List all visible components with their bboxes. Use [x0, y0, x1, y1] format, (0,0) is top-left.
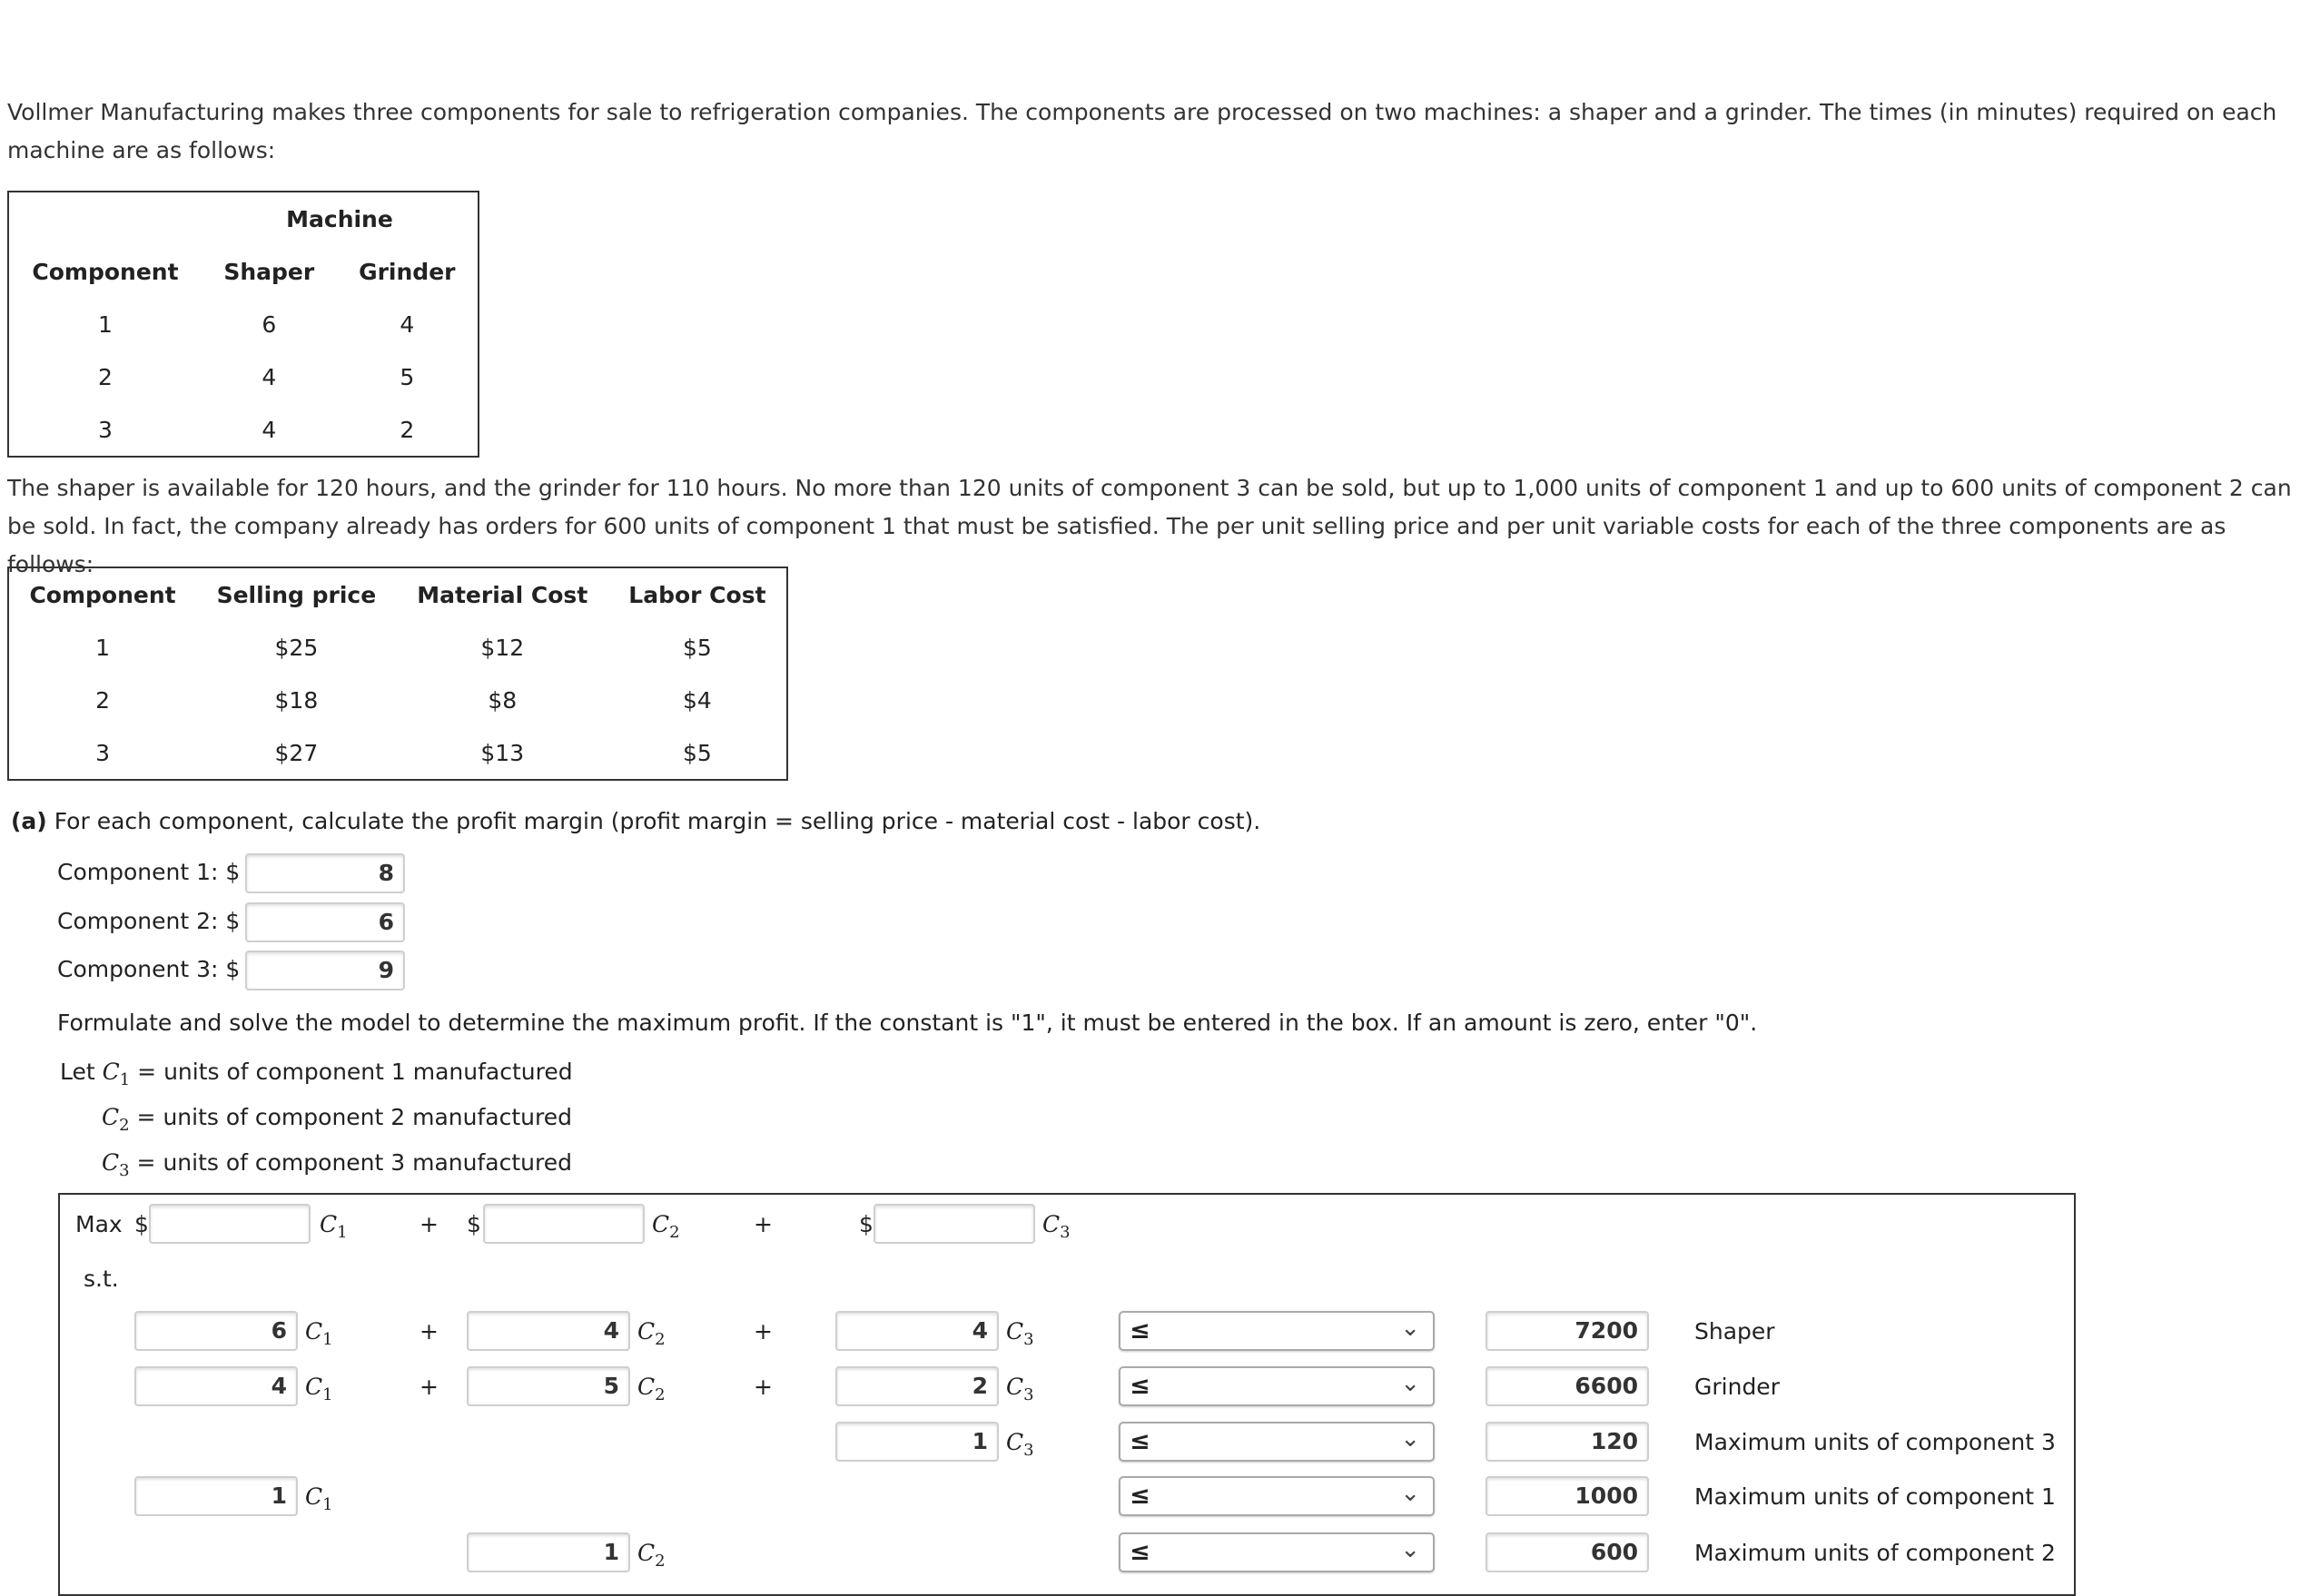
- lp-model-box: [58, 1193, 2076, 1596]
- leq-symbol: ≤: [1130, 1482, 1150, 1510]
- var-c1: $C_1$: [320, 1211, 348, 1242]
- part-a-label: (a): [11, 808, 47, 834]
- col-shaper: Shaper: [223, 258, 315, 285]
- table-row: [8, 674, 787, 726]
- chevron-down-icon: ⌄: [1400, 1370, 1420, 1397]
- grinder-c2-coefficient-input[interactable]: 5: [467, 1366, 630, 1406]
- max-c1-rhs-input[interactable]: 1000: [1486, 1476, 1649, 1516]
- table-cell: $27: [274, 739, 319, 766]
- table-cell: 1: [95, 634, 110, 661]
- dollar-sign: $: [134, 1211, 149, 1237]
- table-cell: 2: [400, 416, 415, 443]
- table-cell: $18: [274, 686, 319, 714]
- machine-times-table: [7, 191, 479, 458]
- max-c1-coefficient-input[interactable]: 1: [134, 1476, 298, 1516]
- chevron-down-icon: ⌄: [1400, 1480, 1420, 1507]
- table-cell: $4: [683, 686, 712, 714]
- chevron-down-icon: ⌄: [1400, 1536, 1420, 1563]
- table-cell: $5: [683, 634, 712, 661]
- shaper-constraint-label: Shaper: [1694, 1318, 1775, 1345]
- dollar-sign: $: [467, 1211, 481, 1237]
- var-c2: $C_2$: [637, 1318, 666, 1349]
- table-cell: $8: [488, 686, 518, 714]
- component-2-margin-input[interactable]: 6: [245, 902, 405, 942]
- grinder-inequality-select[interactable]: [1119, 1366, 1435, 1406]
- plus-sign: +: [420, 1211, 439, 1237]
- component-2-label: Component 2: $: [57, 908, 241, 934]
- var-c1: $C_1$: [102, 1059, 131, 1089]
- var-def-c2: [102, 1104, 572, 1135]
- component-3-margin-input[interactable]: 9: [245, 951, 405, 990]
- table-cell: 2: [98, 363, 113, 390]
- var-c2: $C_2$: [637, 1540, 666, 1571]
- cost-table: [7, 566, 788, 781]
- objective-c3-coefficient-input[interactable]: [874, 1204, 1035, 1244]
- part-a-question-text: For each component, calculate the profit margin (profit margin = selling price - material cost - labor cost).: [54, 808, 1261, 834]
- table-cell: 1: [98, 310, 113, 338]
- availability-text: The shaper is available for 120 hours, and the grinder for 110 hours. No more than 120 units of component 3 can be sold, but up to 1,000 units of component 1 and up to 600 units of component 2 can be sold. In fact, the company already has orders for 600 units of component 1 that must be satisfied. The per unit selling price and per unit variable costs for each of the three components are as follows:: [7, 475, 2292, 577]
- component-1-label: Component 1: $: [57, 859, 241, 885]
- max-label: Max: [75, 1211, 123, 1237]
- chevron-down-icon: ⌄: [1400, 1425, 1420, 1453]
- component-3-label: Component 3: $: [57, 956, 241, 982]
- table-cell: $5: [683, 739, 712, 766]
- leq-symbol: ≤: [1130, 1372, 1150, 1400]
- part-a-question: [11, 808, 1260, 834]
- max-c3-constraint-label: Maximum units of component 3: [1694, 1429, 2056, 1455]
- grinder-c1-coefficient-input[interactable]: 4: [134, 1366, 298, 1406]
- table-cell: 3: [98, 416, 113, 443]
- var-c3: $C_3$: [1006, 1374, 1034, 1404]
- max-c2-inequality-select[interactable]: [1119, 1532, 1435, 1572]
- shaper-c2-coefficient-input[interactable]: 4: [467, 1311, 630, 1351]
- shaper-c1-coefficient-input[interactable]: 6: [134, 1311, 298, 1351]
- col-component: Component: [29, 581, 176, 608]
- max-c2-coefficient-input[interactable]: 1: [467, 1532, 630, 1572]
- var-c3: $C_3$: [102, 1149, 130, 1180]
- plus-sign: +: [754, 1211, 773, 1237]
- table-cell: $13: [480, 739, 525, 766]
- plus-sign: +: [420, 1374, 439, 1400]
- let-word: Let: [60, 1059, 95, 1085]
- var-c1: $C_1$: [305, 1318, 333, 1349]
- plus-sign: +: [420, 1318, 439, 1345]
- var-c2: $C_2$: [102, 1104, 130, 1135]
- leq-symbol: ≤: [1130, 1538, 1150, 1566]
- objective-c2-coefficient-input[interactable]: [483, 1204, 645, 1244]
- table-cell: $25: [274, 634, 319, 661]
- max-c3-inequality-select[interactable]: [1119, 1422, 1435, 1462]
- shaper-inequality-select[interactable]: [1119, 1311, 1435, 1351]
- table-cell: 3: [95, 739, 110, 766]
- col-material-cost: Material Cost: [417, 581, 588, 608]
- var-c2-definition: = units of component 2 manufactured: [136, 1104, 572, 1130]
- col-labor-cost: Labor Cost: [628, 581, 766, 608]
- col-grinder: Grinder: [359, 258, 456, 285]
- plus-sign: +: [754, 1374, 773, 1400]
- table-row: [8, 403, 479, 457]
- table-row: [8, 621, 787, 674]
- table-cell: 6: [262, 310, 277, 338]
- component-1-margin-input[interactable]: 8: [245, 853, 405, 893]
- table-cell: 4: [400, 310, 415, 338]
- table-cell: 4: [262, 416, 277, 443]
- max-c1-constraint-label: Maximum units of component 1: [1694, 1483, 2056, 1510]
- max-c3-rhs-input[interactable]: 120: [1486, 1422, 1649, 1462]
- max-c1-inequality-select[interactable]: [1119, 1476, 1435, 1516]
- var-c2: $C_2$: [652, 1211, 680, 1242]
- max-c2-rhs-input[interactable]: 600: [1486, 1532, 1649, 1572]
- var-def-c1: [60, 1059, 573, 1089]
- col-component: Component: [32, 258, 179, 285]
- var-c1: $C_1$: [305, 1374, 333, 1404]
- var-c3-definition: = units of component 3 manufactured: [136, 1149, 572, 1176]
- var-c1: $C_1$: [305, 1483, 333, 1514]
- dollar-sign: $: [859, 1211, 874, 1237]
- col-selling-price: Selling price: [216, 581, 377, 608]
- grinder-rhs-input[interactable]: 6600: [1486, 1366, 1649, 1406]
- max-c3-coefficient-input[interactable]: 1: [835, 1422, 999, 1462]
- table-row: [8, 350, 479, 403]
- var-c2: $C_2$: [637, 1374, 666, 1404]
- grinder-c3-coefficient-input[interactable]: 2: [835, 1366, 999, 1406]
- var-c3: $C_3$: [1006, 1318, 1034, 1349]
- shaper-c3-coefficient-input[interactable]: 4: [835, 1311, 999, 1351]
- table-cell: 2: [95, 686, 110, 714]
- var-c3: $C_3$: [1042, 1211, 1071, 1242]
- table-cell: 5: [400, 363, 415, 390]
- objective-c1-coefficient-input[interactable]: [149, 1204, 311, 1244]
- max-c2-constraint-label: Maximum units of component 2: [1694, 1540, 2056, 1566]
- machine-group-header: Machine: [286, 205, 393, 232]
- plus-sign: +: [754, 1318, 773, 1345]
- table-cell: $12: [480, 634, 525, 661]
- subject-to-label: s.t.: [84, 1266, 119, 1292]
- intro-text: Vollmer Manufacturing makes three components for sale to refrigeration companies. The components are processed on two machines: a shaper and a grinder. The times (in minutes) required on each machine are as follows:: [7, 99, 2277, 163]
- chevron-down-icon: ⌄: [1400, 1315, 1420, 1342]
- grinder-constraint-label: Grinder: [1694, 1374, 1780, 1400]
- table-row: [8, 298, 479, 350]
- table-row: [8, 726, 787, 780]
- formulate-instructions: Formulate and solve the model to determine the maximum profit. If the constant is "1", it must be entered in the box. If an amount is zero, enter "0".: [57, 1010, 1758, 1036]
- table-cell: 4: [262, 363, 277, 390]
- var-def-c3: [102, 1149, 572, 1180]
- var-c1-definition: = units of component 1 manufactured: [137, 1059, 573, 1085]
- leq-symbol: ≤: [1130, 1316, 1150, 1345]
- var-c3: $C_3$: [1006, 1429, 1034, 1460]
- shaper-rhs-input[interactable]: 7200: [1486, 1311, 1649, 1351]
- leq-symbol: ≤: [1130, 1427, 1150, 1455]
